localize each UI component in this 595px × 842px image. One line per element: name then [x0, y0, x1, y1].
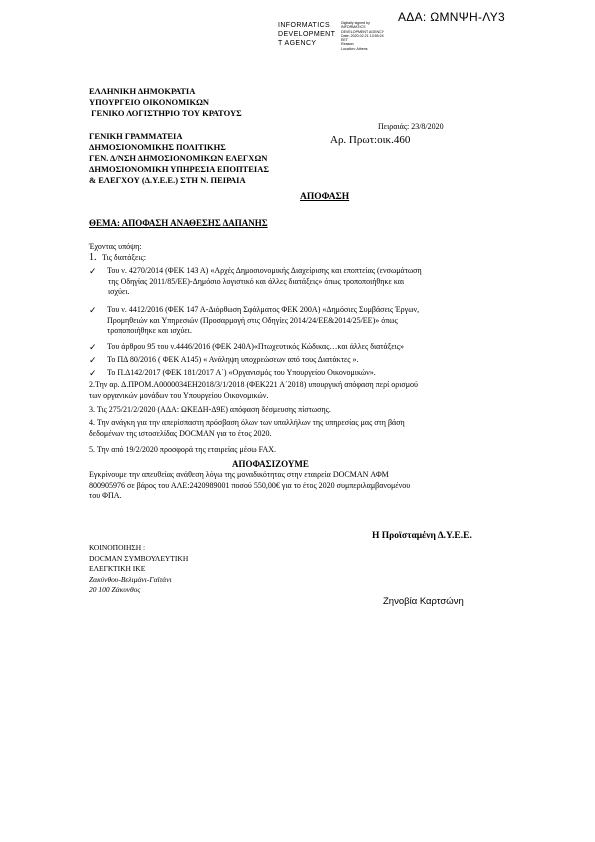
numbered-item: 5. Την από 19/2/2020 προσφορά της εταιρείας μέσω FAX.	[89, 445, 277, 454]
dept-line: ΔΗΜΟΣΙΟΝΟΜΙΚΗ ΥΠΗΡΕΣΙΑ ΕΠΟΠΤΕΙΑΣ	[89, 164, 269, 174]
provision-item	[107, 266, 422, 298]
decision-line: 800905976 σε βάρος του ΑΛΕ:2420989001 ποσού 550,00€ για το έτος 2020 συμπεριλαμβανομένου	[89, 480, 411, 490]
stamp-line: DEVELOPMENT	[278, 31, 336, 38]
decide-title: ΑΠΟΦΑΣΙΖΟΥΜΕ	[232, 459, 309, 469]
numbered-item	[89, 380, 418, 401]
numbered-line: 2.Την αρ. Δ.ΠΡΟΜ.Α0000034ΕΗ2018/3/1/2018 (ΦΕΚ221 Α΄2018) υπουργική απόφαση περί ορισμού	[89, 380, 418, 389]
organization-header	[89, 86, 242, 119]
stamp-detail: DEVELOPMENT AGENCY	[341, 29, 385, 34]
notify-line: Ζακύνθου-Βελιμάνι-Γαϊτάνι	[89, 574, 172, 584]
decision-line: του ΦΠΑ.	[89, 491, 122, 500]
numbered-line: 4. Την ανάγκη για την απερίσπαστη πρόσβαση όλων των υπαλλήλων της υπηρεσίας μας στη βάση	[89, 418, 405, 427]
intro-text: Έχοντας υπόψη:	[89, 242, 142, 251]
numbered-line: δεδομένων της ιστοσελίδας DOCMAN για το έτος 2020.	[89, 428, 272, 438]
numbered-item	[89, 418, 405, 439]
signature-stamp-title	[278, 21, 335, 48]
signature-stamp-details	[341, 21, 384, 51]
decision-title: ΑΠΟΦΑΣΗ	[300, 192, 350, 202]
notify-line: ΚΟΙΝΟΠΟΙΗΣΗ :	[89, 543, 146, 552]
stamp-detail: Date: 2020.02.21 13:55:24	[341, 33, 384, 38]
org-line: ΕΛΛΗΝΙΚΗ ΔΗΜΟΚΡΑΤΙΑ	[89, 86, 196, 96]
numbered-line: των οργανικών μονάδων του Υπουργείου Οικονομικών.	[89, 390, 269, 400]
section-number: 1.	[89, 252, 97, 263]
head-of-department-title: Η Προϊσταμένη Δ.Υ.Ε.Ε.	[372, 531, 472, 541]
provision-line: Προμηθειών και Υπηρεσιών (Προσαρμογή στις Οδηγίες 2014/24/ΕΕ&2014/25/ΕΕ)» όπως	[107, 315, 398, 325]
dept-line: ΓΕΝΙΚΗ ΓΡΑΜΜΑΤΕΙΑ	[89, 131, 183, 141]
org-line: ΓΕΝΙΚΟ ΛΟΓΙΣΤΗΡΙΟ ΤΟΥ ΚΡΑΤΟΥΣ	[89, 108, 242, 118]
section-1-heading	[89, 252, 146, 263]
notify-line: DOCMAN ΣΥΜΒΟΥΛΕΥΤΙΚΗ	[89, 553, 189, 563]
provision-line: της Οδηγίας 2011/85/ΕΕ)-Δημόσιο λογιστικό και άλλες διατάξεις» όπως τροποποιήθηκε και	[108, 276, 405, 286]
dept-line: ΔΗΜΟΣΙΟΝΟΜΙΚΗΣ ΠΟΛΙΤΙΚΗΣ	[89, 142, 226, 152]
provision-item: Του άρθρου 95 του ν.4446/2016 (ΦΕΚ 240Α)«Πτωχευτικός Κώδικας…και άλλες διατάξεις»	[107, 342, 404, 351]
document-date: Πειραιάς: 23/8/2020	[378, 122, 444, 131]
provision-line: ισχύει.	[108, 287, 130, 296]
stamp-line: T AGENCY	[278, 40, 317, 47]
provision-line: Του ν. 4270/2014 (ΦΕΚ 143 Α) «Αρχές Δημοσιονομικής Διαχείρισης και εποπτείας (ενσωμάτωση	[107, 266, 422, 275]
notify-line: ΕΛΕΓΚΤΙΚΗ ΙΚΕ	[89, 564, 146, 573]
signer-name: Ζηνοβία Καρτσώνη	[383, 596, 464, 607]
check-icon: ✓	[89, 355, 97, 365]
check-icon: ✓	[89, 266, 97, 276]
decision-line: Εγκρίνουμε την απευθείας ανάθεση λόγω της μοναδικότητας στην εταιρεία DOCMAN ΑΦΜ	[89, 470, 389, 479]
decision-text	[89, 470, 410, 502]
notify-line: 20 100 Ζάκυνθος	[89, 585, 141, 594]
stamp-detail: INFORMATICS	[341, 25, 366, 30]
org-line: ΥΠΟΥΡΓΕΙΟ ΟΙΚΟΝΟΜΙΚΩΝ	[89, 97, 210, 107]
dept-line: & ΕΛΕΓΧΟΥ (Δ.Υ.Ε.Ε.) ΣΤΗ Ν. ΠΕΙΡΑΙΑ	[89, 175, 246, 185]
stamp-detail: EET	[341, 38, 348, 43]
check-icon: ✓	[89, 342, 97, 352]
section-label: Τις διατάξεις:	[102, 253, 146, 262]
notification-block	[89, 543, 188, 596]
subject-line: ΘΕΜΑ: ΑΠΟΦΑΣΗ ΑΝΑΘΕΣΗΣ ΔΑΠΑΝΗΣ	[89, 218, 268, 228]
dept-line: ΓΕΝ. Δ/ΝΣΗ ΔΗΜΟΣΙΟΝΟΜΙΚΩΝ ΕΛΕΓΧΩΝ	[89, 153, 268, 163]
stamp-detail: Location: Athens	[341, 46, 368, 51]
provision-item: Το Π.Δ142/2017 (ΦΕΚ 181/2017 Α΄) «Οργανισμός του Υπουργείου Οικονομικών».	[107, 368, 376, 377]
protocol-number: Αρ. Πρωτ:οικ.460	[330, 134, 411, 146]
provision-line: Του ν. 4412/2016 (ΦΕΚ 147 Α-Διόρθωση Σφάλματος ΦΕΚ 200Α) «Δημόσιες Συμβάσεις Έργων,	[107, 305, 420, 314]
provision-line: τροποποιήθηκε και ισχύει.	[107, 326, 192, 335]
provision-item: Το ΠΔ 80/2016 ( ΦΕΚ Α145) « Ανάληψη υποχρεώσεων από τους Διατάκτες ».	[107, 355, 359, 364]
stamp-detail: Reason:	[341, 42, 355, 47]
check-icon: ✓	[89, 368, 97, 378]
ada-code: ΑΔΑ: ΩΜΝΨΗ-ΛΥ3	[398, 10, 506, 24]
department-header	[89, 131, 269, 186]
stamp-detail: Digitally signed by	[341, 21, 370, 25]
numbered-item: 3. Τις 275/21/2/2020 (ΑΔΑ: ΩΚΕΔΗ-Δ9Ε) απόφαση δέσμευσης πίστωσης.	[89, 405, 331, 414]
provision-item	[107, 305, 419, 337]
check-icon: ✓	[89, 305, 97, 315]
stamp-line: INFORMATICS	[278, 22, 331, 29]
